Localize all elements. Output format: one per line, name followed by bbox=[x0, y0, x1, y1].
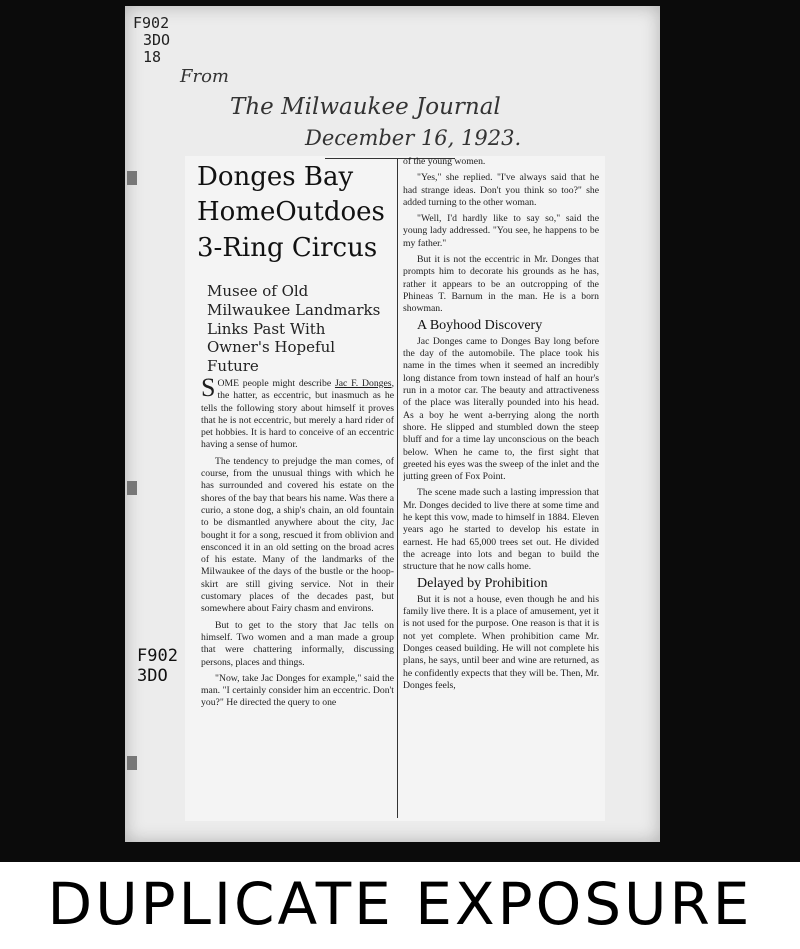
headline-line-3: 3-Ring Circus bbox=[197, 232, 378, 263]
section-heading-delayed-by-prohibition: Delayed by Prohibition bbox=[417, 575, 548, 591]
subhead: Musee of Old Milwaukee Landmarks Links Past With Owner's Hopeful Future bbox=[207, 282, 381, 375]
column-2-paragraph-1: "Yes," she replied. "I've always said that he had strange ideas. Don't you think so too?" she added turning to the other woman. bbox=[403, 172, 599, 208]
headline bbox=[197, 164, 385, 262]
margin-stamp bbox=[137, 646, 178, 686]
corner-code-line-1: F902 bbox=[133, 14, 170, 32]
margin-stamp-line-1: F902 bbox=[137, 646, 178, 666]
drop-cap: S bbox=[201, 378, 216, 402]
column-2-paragraph-3: But it is not the eccentric in Mr. Donges that prompts him to decorate his grounds as he has, rather it appears to be an outcropping of the Phineas T. Barnum in the man. He is a born showman. bbox=[403, 254, 599, 315]
paragraph-1-end: , the hatter, as eccentric, but inasmuch as he tells the following story about himself it proves that he is not eccentric, but merely a hard rider of pet hobbies. It is hard to conceive of an eccentric having a sense of humor. bbox=[201, 378, 394, 451]
handwritten-from: From bbox=[180, 66, 229, 87]
column-2-paragraph-2: "Well, I'd hardly like to say so," said the young lady addressed. "You see, he happens to be my father." bbox=[403, 213, 599, 249]
column-divider bbox=[397, 158, 398, 818]
corner-code-line-2: 3DO bbox=[143, 31, 171, 49]
margin-stamp-line-2: 3DO bbox=[137, 666, 168, 686]
column-1-paragraph-1 bbox=[201, 378, 394, 452]
article-column-1 bbox=[201, 378, 394, 818]
edge-mark bbox=[127, 171, 137, 185]
section-heading-boyhood-discovery: A Boyhood Discovery bbox=[417, 317, 543, 333]
handwritten-publication: The Milwaukee Journal bbox=[230, 94, 501, 120]
handwritten-date: December 16, 1923. bbox=[305, 126, 522, 150]
column-2-paragraph-0: of the young women. bbox=[403, 156, 486, 167]
column-1-paragraph-4: "Now, take Jac Donges for example," said the man. "I certainly consider him an eccentric. Don't you?" He directed the query to one bbox=[201, 672, 394, 709]
column-2-paragraph-5: The scene made such a lasting impression that Mr. Donges decided to live there at some time and he kept this vow, made to himself in 1884. Eleven years ago he started to develop his estate in earnest. He had 65,000 trees set out. He divided the acreage into lots and began to build the structure that he now calls home. bbox=[403, 487, 599, 573]
edge-mark bbox=[127, 756, 137, 770]
corner-code-line-3: 18 bbox=[143, 48, 162, 66]
subject-name: Jac F. Donges bbox=[334, 378, 392, 389]
clipping-page bbox=[125, 6, 660, 842]
article-clipping bbox=[185, 156, 605, 821]
paragraph-1-start: OME people might describe bbox=[217, 378, 335, 389]
headline-line-1: Donges Bay bbox=[197, 162, 354, 192]
column-1-paragraph-3: But to get to the story that Jac tells on himself. Two women and a man made a group that were chattering informally, discussing persons, places and things. bbox=[201, 619, 394, 668]
column-1-paragraph-2: The tendency to prejudge the man comes, of course, from the unusual things with which he has surrounded and covered his estate on the shores of the bay that bears his name. Was there a curio, a stone dog, a ship's chain, an old fountain to be dismantled anywhere about the city, Jac bought it for a song, rescued it from oblivion and ensconced it in an old setting on the broad acres of his estate. Many of the landmarks of the Milwaukee of the days of the bustle or the hoop-skirt are still giving service. Not in their customary places of the decades past, but somewhere about Fairy chasm and environs. bbox=[201, 455, 394, 615]
headline-line-2: HomeOutdoes bbox=[197, 197, 385, 228]
duplicate-exposure-banner: DUPLICATE EXPOSURE bbox=[47, 870, 753, 938]
column-2-paragraph-4: Jac Donges came to Donges Bay long before the day of the automobile. The place took his name in the times when it seemed an incredibly long distance from town instead of half an hour's run in a motor car. The beauty and attractiveness of the place was literally pounded into his head. As a boy he went a-berrying along the north shore. He slipped and stumbled down the steep bluff and for a time lay unconscious on the beach below. When he came to, the first sight that greeted his eyes was the sweep of the inlet and the jutting green of Fox Point. bbox=[403, 335, 599, 483]
article-column-2 bbox=[403, 156, 599, 818]
column-2-paragraph-6: But it is not a house, even though he and his family live there. It is a place of amusement, yet it is not used for the purpose. One reason is that it is not yet complete. When prohibition came Mr. Donges ceased building. He will not complete his plans, he says, until beer and wine are returned, as he confidently expects that they will be. Then, Mr. Donges feels, bbox=[403, 593, 599, 691]
edge-mark bbox=[127, 481, 137, 495]
